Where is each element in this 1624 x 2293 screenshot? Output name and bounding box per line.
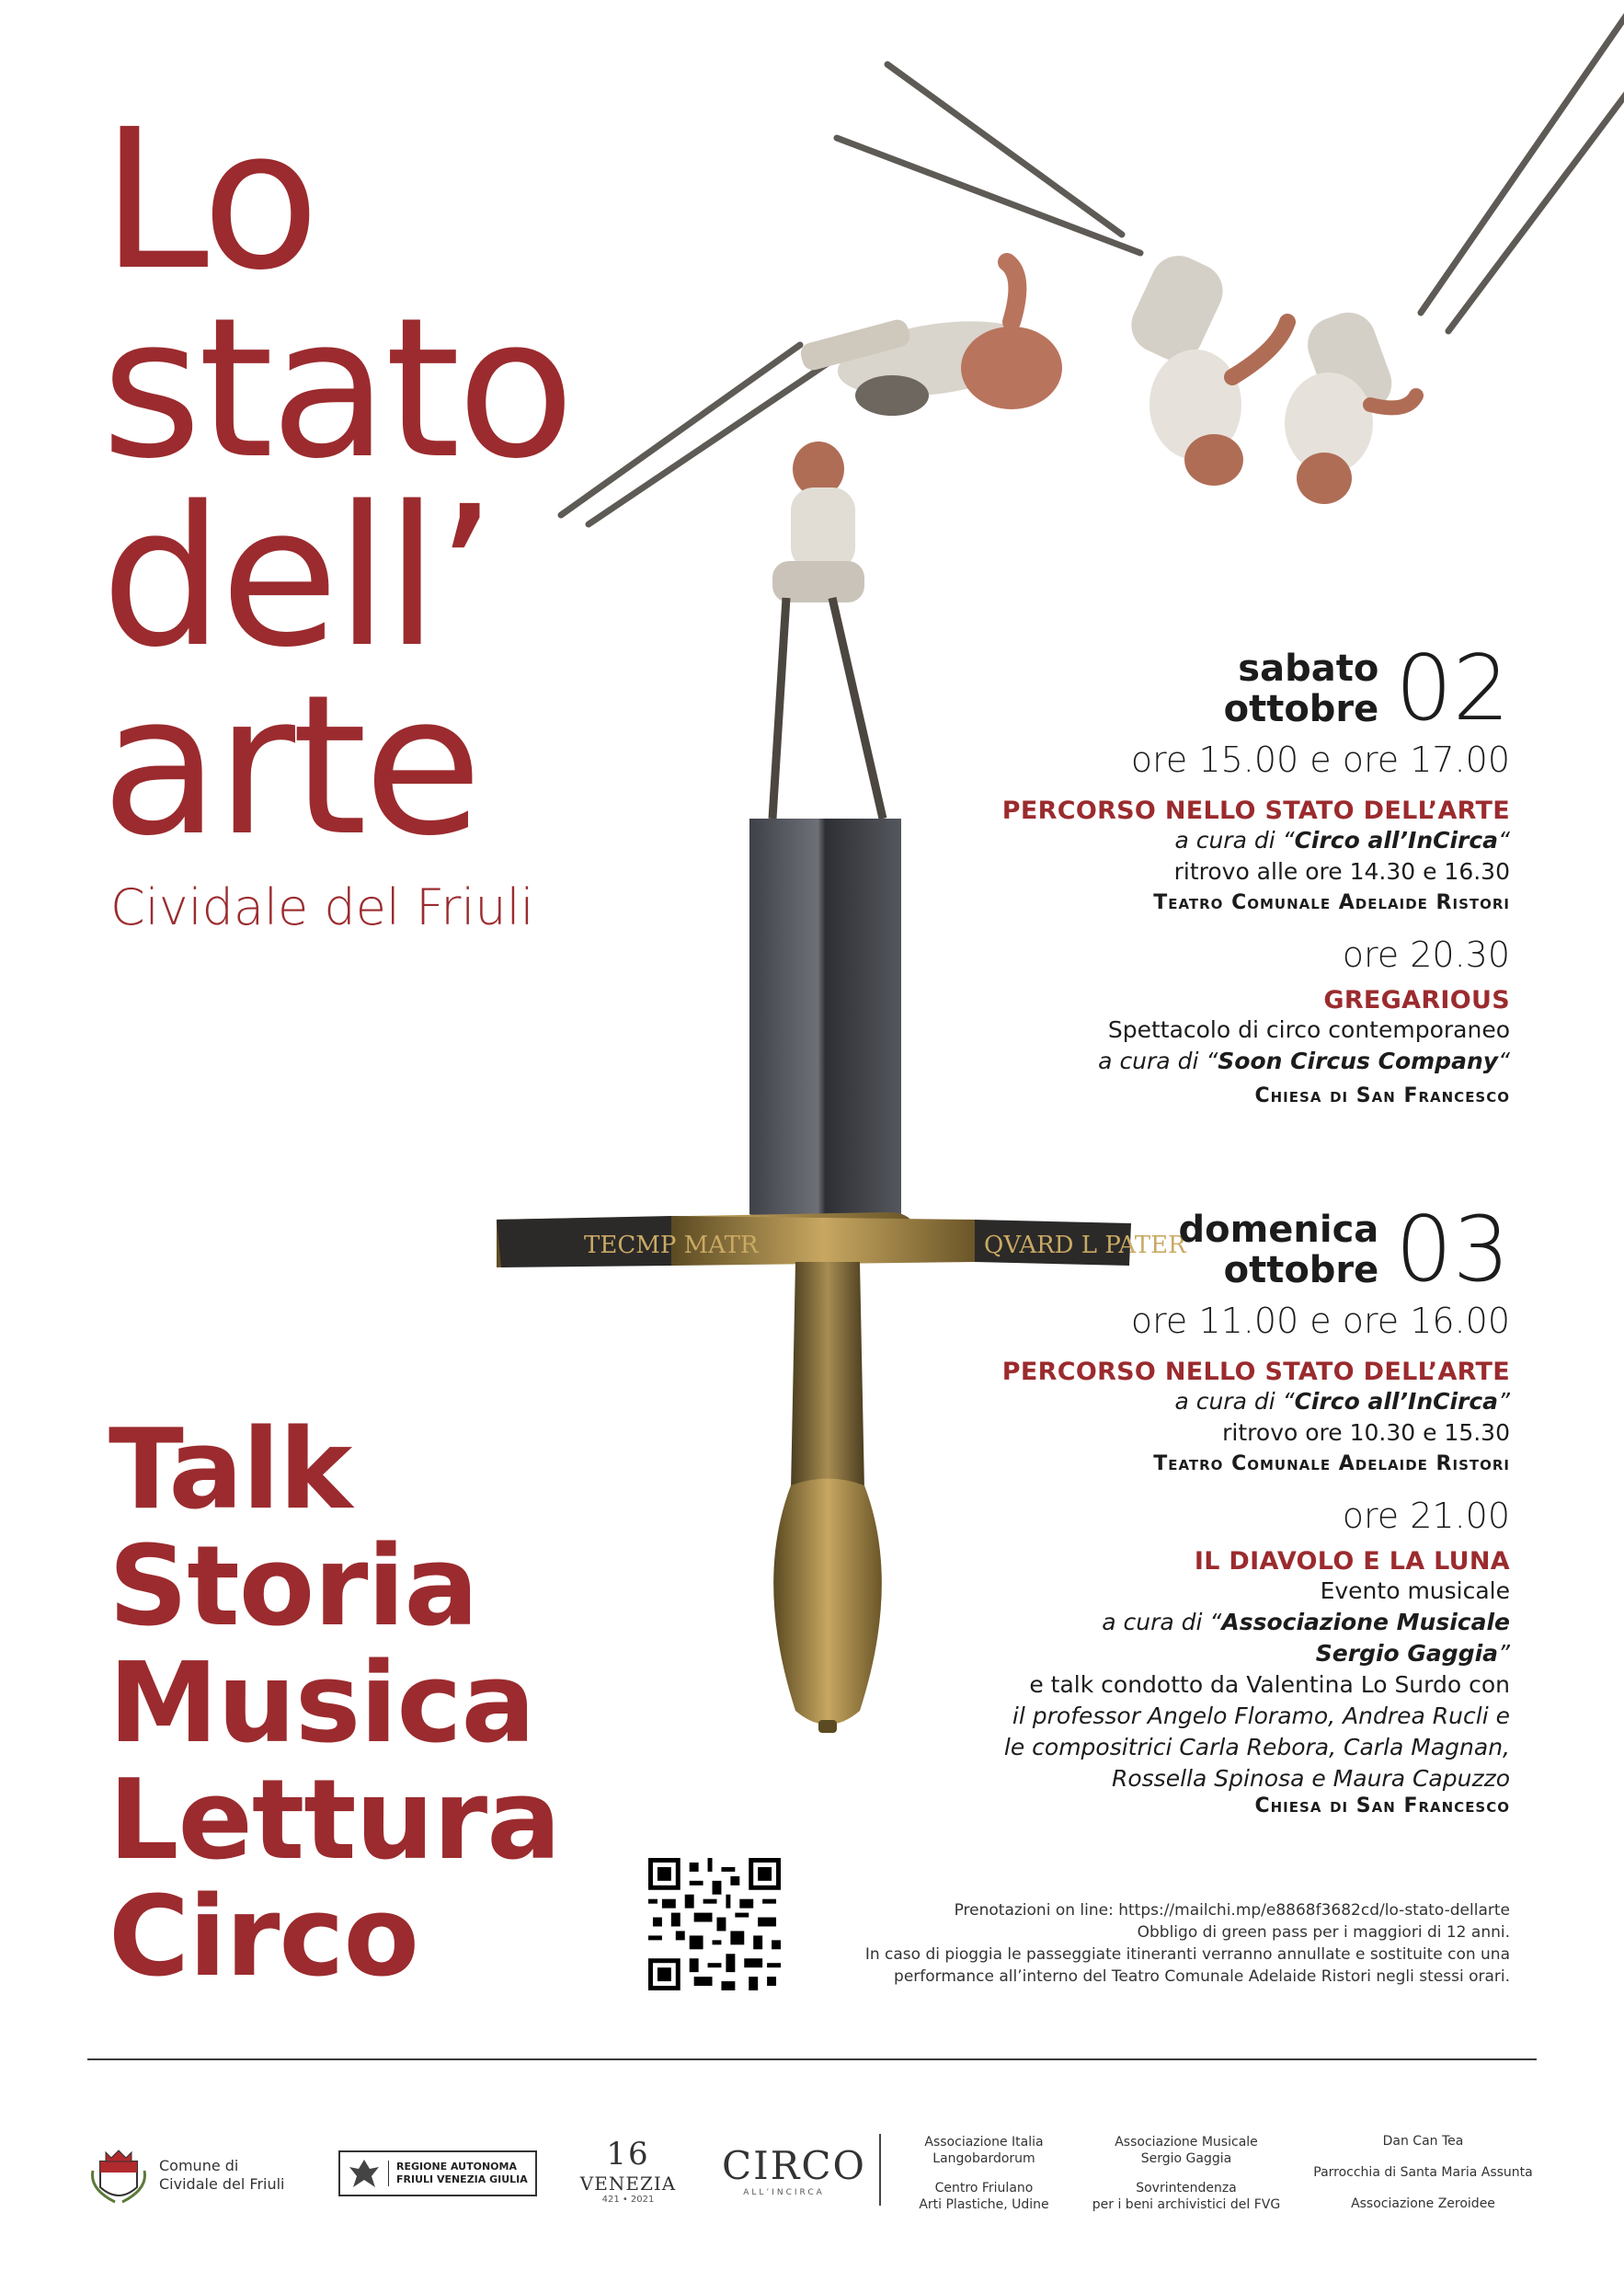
logo-venezia — [578, 2136, 679, 2205]
info-line: Obbligo di green pass per i maggiori di 12 anni. — [1137, 1923, 1510, 1942]
sword-inscription-right: QVARD L PATER — [984, 1232, 1186, 1259]
title-line-2: stato — [101, 276, 572, 501]
partner-name: Associazione Musicale — [1115, 2135, 1258, 2150]
partner-name: Parrocchia di Santa Maria Assunta — [1313, 2165, 1533, 2180]
day-month: ottobre — [1223, 688, 1379, 730]
partner-name: per i beni archivistici del FVG — [1092, 2197, 1281, 2212]
info-line: In caso di pioggia le passeggiate itineranti verranno annullate e sostituite con una — [864, 1945, 1510, 1964]
theme-item: Circo — [109, 1874, 418, 2001]
theme-item: Storia — [109, 1523, 478, 1651]
day-block-1 — [1001, 636, 1510, 1107]
event-time: ore 15.00 e ore 17.00 — [1130, 739, 1510, 780]
title-line-1: Lo — [101, 87, 316, 313]
city-subtitle: Cividale del Friuli — [110, 878, 534, 936]
trapeze-rods — [561, 0, 1624, 524]
event-description: Evento musicale — [1320, 1577, 1510, 1604]
event-title: IL DIAVOLO E LA LUNA — [1194, 1547, 1510, 1576]
event-time: ore 20.30 — [1342, 934, 1510, 975]
event-talk-line: Rossella Spinosa e Maura Capuzzo — [1111, 1765, 1510, 1792]
event-time: ore 11.00 e ore 16.00 — [1130, 1301, 1510, 1341]
event-venue: Teatro Comunale Adelaide Ristori — [1153, 891, 1510, 914]
info-line: performance all’interno del Teatro Comunale Adelaide Ristori negli stessi orari. — [894, 1967, 1510, 1986]
day-number: 03 — [1395, 1198, 1510, 1302]
acrobat-figure-2 — [1123, 246, 1287, 486]
day-weekday: sabato — [1238, 648, 1379, 690]
event-note: ritrovo alle ore 14.30 e 16.30 — [1173, 858, 1510, 885]
event-title: PERCORSO NELLO STATO DELL’ARTE — [1001, 1358, 1510, 1386]
event-talk-line: le compositrici Carla Rebora, Carla Magnan, — [1003, 1734, 1510, 1760]
partner-name: Associazione Zeroidee — [1351, 2196, 1495, 2211]
booking-link[interactable]: Prenotazioni on line: https://mailchi.mp/e8868f3682cd/lo-stato-dellarte — [954, 1901, 1510, 1920]
regione-name: FRIULI VENEZIA GIULIA — [396, 2173, 528, 2185]
circo-subtitle: ALL’INCIRCA — [743, 2188, 825, 2197]
day-block-2 — [1001, 1198, 1510, 1817]
acrobat-on-stilts — [772, 441, 883, 819]
info-block — [865, 1899, 1510, 1988]
eagle-icon — [348, 2156, 381, 2191]
logo-regione — [338, 2150, 537, 2196]
day-number: 02 — [1395, 636, 1510, 741]
partners-column-2 — [1085, 2134, 1287, 2213]
event-curator-line2: Sergio Gaggia” — [1315, 1640, 1510, 1667]
event-note: ritrovo ore 10.30 e 15.30 — [1222, 1419, 1510, 1446]
title-line-3: dell’ — [101, 464, 493, 690]
coat-of-arms-icon — [87, 2143, 150, 2207]
day-weekday: domenica — [1178, 1209, 1379, 1251]
logo-circo — [722, 2143, 866, 2197]
partner-name: Langobardorum — [932, 2151, 1035, 2166]
acrobat-figure-1 — [798, 262, 1062, 416]
footer-separator — [879, 2134, 881, 2206]
theme-item: Lettura — [109, 1757, 561, 1885]
event-curator: a cura di “Soon Circus Company“ — [1098, 1048, 1510, 1074]
partners-column-1 — [897, 2134, 1071, 2213]
partners-column-3 — [1301, 2134, 1545, 2212]
title-line-4: arte — [101, 653, 479, 878]
acrobat-figure-3 — [1285, 304, 1416, 504]
event-time: ore 21.00 — [1342, 1496, 1510, 1536]
event-title: GREGARIOUS — [1323, 986, 1510, 1015]
event-venue: Chiesa di San Francesco — [1254, 1794, 1510, 1817]
event-talk-line: il professor Angelo Floramo, Andrea Rucli e — [1012, 1703, 1510, 1729]
partner-name: Dan Can Tea — [1382, 2134, 1464, 2149]
regione-name: REGIONE AUTONOMA — [396, 2161, 517, 2173]
comune-name: Cividale del Friuli — [159, 2175, 285, 2193]
theme-item: Talk — [109, 1406, 352, 1534]
comune-name: Comune di — [159, 2157, 239, 2174]
partner-name: Arti Plastiche, Udine — [919, 2197, 1049, 2212]
event-curator: a cura di “Associazione Musicale — [1102, 1609, 1510, 1635]
partner-name: Sergio Gaggia — [1140, 2151, 1232, 2166]
themes-list — [109, 1406, 561, 2001]
day-month: ottobre — [1223, 1249, 1379, 1291]
theme-item: Musica — [109, 1640, 535, 1768]
event-title: PERCORSO NELLO STATO DELL’ARTE — [1001, 797, 1510, 825]
circo-word: CIRCO — [722, 2143, 866, 2188]
event-curator: a cura di “Circo all’InCirca” — [1174, 1388, 1510, 1415]
venezia-years: 421 • 2021 — [601, 2195, 655, 2205]
footer-divider — [87, 2058, 1537, 2060]
sword-inscription-left: TECMP MATR — [584, 1232, 759, 1259]
event-talk-line: e talk condotto da Valentina Lo Surdo con — [1029, 1671, 1510, 1698]
partner-name: Sovrintendenza — [1136, 2181, 1237, 2196]
event-curator: a cura di “Circo all’InCirca“ — [1174, 827, 1510, 854]
venezia-word: VENEZIA — [579, 2173, 677, 2195]
partner-name: Centro Friulano — [934, 2181, 1034, 2196]
event-venue: Chiesa di San Francesco — [1254, 1084, 1510, 1107]
venezia-number: 16 — [606, 2136, 650, 2173]
event-venue: Teatro Comunale Adelaide Ristori — [1153, 1452, 1510, 1475]
partner-name: Associazione Italia — [924, 2135, 1044, 2150]
logo-comune — [87, 2143, 285, 2207]
qr-code[interactable] — [648, 1858, 781, 1990]
event-description: Spettacolo di circo contemporaneo — [1107, 1016, 1510, 1043]
